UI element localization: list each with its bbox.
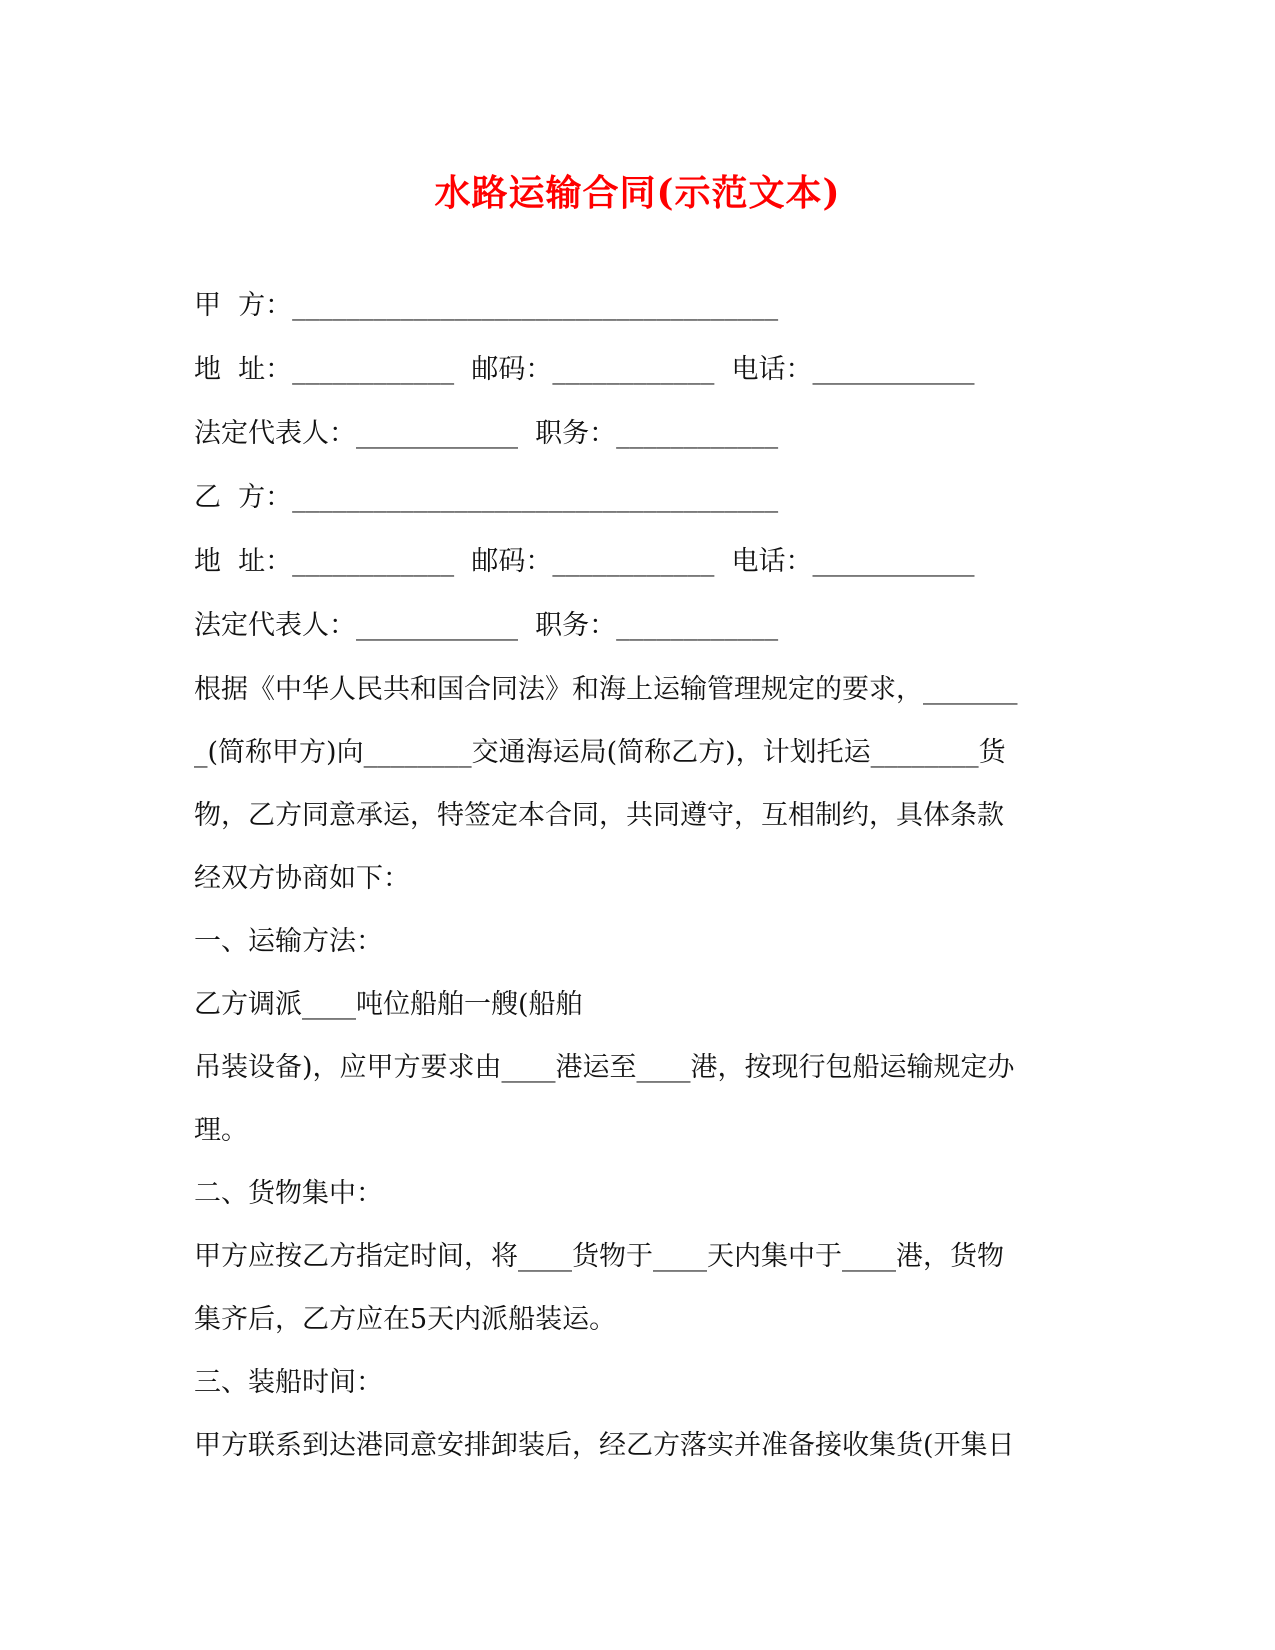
section-1-line-1: 乙方调派____吨位船舶一艘(船舶 — [194, 989, 583, 1020]
section-3-line-1: 甲方联系到达港同意安排卸装后，经乙方落实并准备接收集货(开集日 — [194, 1430, 1015, 1461]
section-3-heading: 三、装船时间： — [194, 1367, 383, 1398]
preamble-line-4: 经双方协商如下： — [194, 863, 410, 894]
section-1-line-2: 吊装设备)，应甲方要求由____港运至____港，按现行包船运输规定办 — [194, 1052, 1015, 1083]
preamble-line-3: 物，乙方同意承运，特签定本合同，共同遵守，互相制约，具体条款 — [194, 800, 1004, 831]
party-b-address-line: 地 址：____________ 邮码：____________ 电话：____________ — [194, 546, 975, 577]
party-a-name-line: 甲 方：____________________________________ — [194, 290, 779, 321]
preamble-line-1: 根据《中华人民共和国合同法》和海上运输管理规定的要求，_______ — [194, 674, 1018, 705]
party-a-representative-line: 法定代表人：____________ 职务：____________ — [194, 418, 779, 449]
party-a-address-line: 地 址：____________ 邮码：____________ 电话：____________ — [194, 354, 975, 385]
section-2-heading: 二、货物集中： — [194, 1178, 383, 1209]
section-1-heading: 一、运输方法： — [194, 926, 383, 957]
party-b-name-line: 乙 方：____________________________________ — [194, 482, 779, 513]
section-1-line-3: 理。 — [194, 1115, 248, 1146]
section-2-line-2: 集齐后，乙方应在5天内派船装运。 — [194, 1304, 617, 1335]
party-b-representative-line: 法定代表人：____________ 职务：____________ — [194, 610, 779, 641]
document-title: 水路运输合同(示范文本) — [434, 172, 841, 214]
preamble-line-2: _(简称甲方)向________交通海运局(简称乙方)，计划托运________货 — [194, 737, 1006, 768]
section-2-line-1: 甲方应按乙方指定时间，将____货物于____天内集中于____港，货物 — [194, 1241, 1004, 1272]
